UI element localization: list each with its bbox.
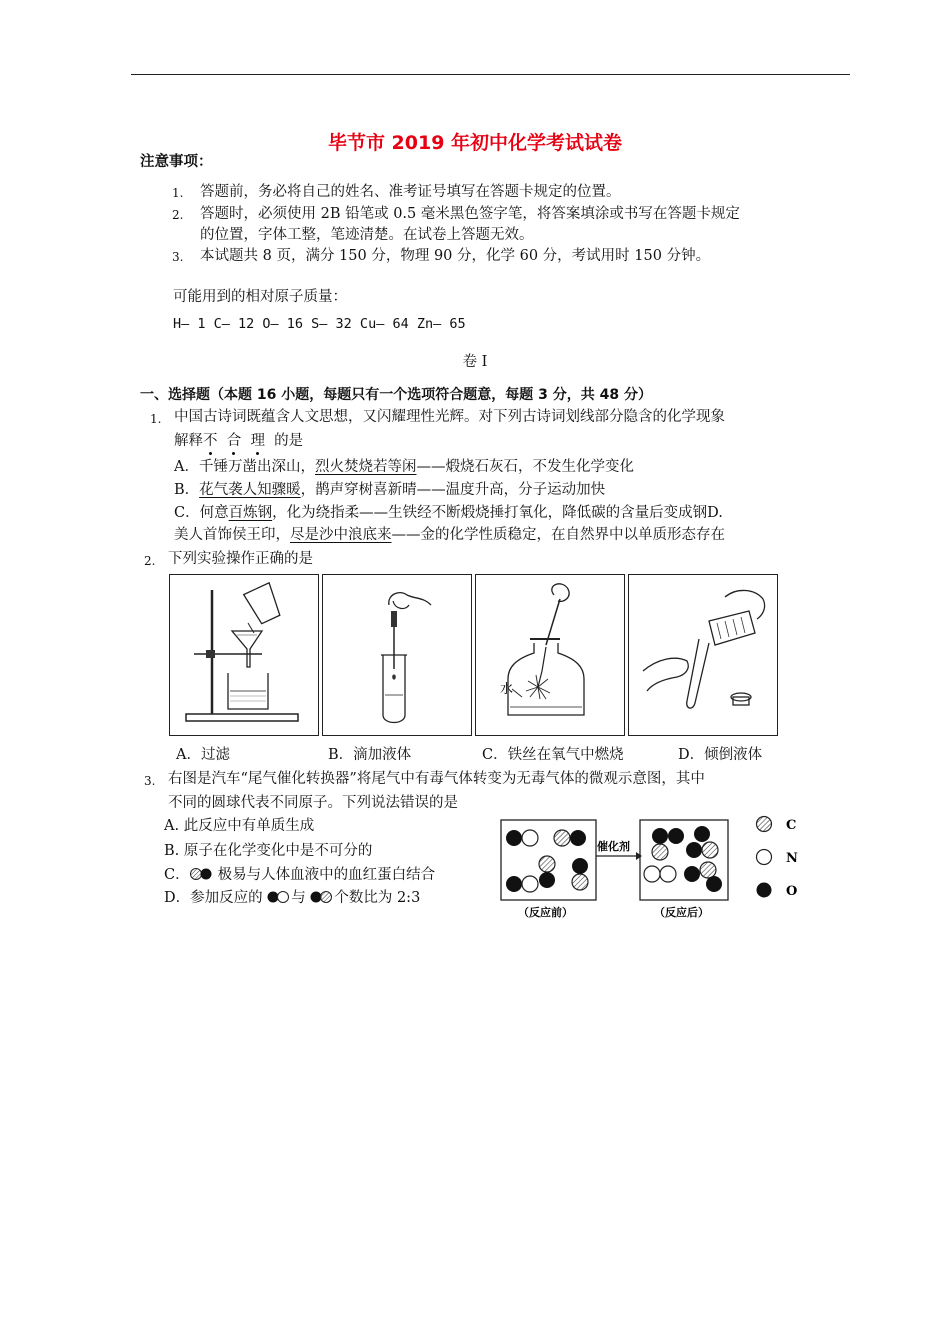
q1-d-pre: 美人首饰侯王印， [174, 527, 290, 543]
notice-item-2: 答题时，必须使用 2B 铅笔或 0.5 毫米黑色签字笔，将答案填涂或书写在答题卡规定 [200, 206, 740, 222]
atomic-mass-values: H— 1 C— 12 O— 16 S— 32 Cu— 64 Zn— 65 [173, 316, 466, 332]
legend-c-icon [757, 817, 772, 832]
q1-number: 1. [150, 412, 162, 426]
q3-option-a: A. 此反应中有单质生成 [164, 818, 315, 834]
q2-option-d: D．倾倒液体 [678, 747, 763, 763]
q3-c-pre: C． [164, 867, 190, 883]
q2-stem: 下列实验操作正确的是 [168, 551, 313, 567]
q1-stem-text: 解释 [174, 433, 203, 449]
after-label: （反应后） [654, 906, 709, 919]
q1-stem-tail: 的是 [274, 433, 304, 449]
q1-a-underline: 烈火焚烧若等闲 [314, 459, 417, 475]
volume-label: 卷 I [462, 354, 488, 370]
q1-d-underline: 尽是沙中浪底来 [290, 527, 392, 543]
q1-b-pre: B． [174, 482, 200, 498]
filtration-illustration [170, 575, 318, 735]
q1-a-pre: A．千锤万凿出深山， [174, 459, 315, 475]
figure-dropper [322, 574, 472, 736]
legend-o-icon [757, 883, 772, 898]
q1-emph-2: 合 [226, 433, 242, 449]
q3-stem-line1: 右图是汽车“尾气催化转换器”将尾气中有毒气体转变为无毒气体的微观示意图，其中 [168, 771, 705, 787]
q1-c-post: ，化为绕指柔——生铁经不断煅烧捶打氧化，降低碳的含量后变成钢D. [272, 505, 723, 521]
dropper-illustration [323, 575, 471, 735]
q2-number: 2. [144, 554, 156, 568]
co-molecule-icon [190, 867, 218, 881]
q3-number: 3. [144, 774, 156, 788]
reaction-diagram [500, 812, 810, 922]
q3-d-post: 个数比为 2:3 [334, 890, 421, 906]
q1-c-underline: 百炼钢 [228, 505, 273, 521]
atomic-mass-label: 可能用到的相对原子质量： [173, 289, 347, 305]
q2-option-b: B．滴加液体 [328, 747, 412, 763]
reaction-micro-illustration [500, 812, 810, 922]
legend-o: O [786, 884, 798, 899]
q1-a-post: ——煅烧石灰石，不发生化学变化 [416, 459, 634, 475]
q1-emph-3: 理 [250, 433, 265, 449]
q1-d-post: ——金的化学性质稳定，在自然界中以单质形态存在 [391, 527, 725, 543]
notice-item-3: 本试题共 8 页，满分 150 分，物理 90 分，化学 60 分，考试用时 150 分钟。 [200, 248, 711, 264]
q1-b-post: ，鹊声穿树喜新晴——温度升高，分子运动加快 [300, 482, 606, 498]
notice-item-1: 答题前，务必将自己的姓名、准考证号填写在答题卡规定的位置。 [200, 184, 621, 200]
iron-burning-illustration [476, 575, 624, 735]
q3-stem-line2: 不同的圆球代表不同原子。下列说法错误的是 [168, 795, 458, 811]
before-label: （反应前） [518, 906, 573, 919]
notice-heading: 注意事项： [140, 154, 213, 170]
notice-num-3: 3. [172, 250, 184, 264]
legend-n-icon [757, 850, 772, 865]
q1-c-pre: C．何意 [174, 505, 229, 521]
header-rule [131, 74, 850, 75]
notice-item-2-cont: 的位置，字体工整，笔迹清楚。在试卷上答题无效。 [200, 227, 534, 243]
q3-option-d [164, 888, 420, 908]
notice-num-2: 2. [172, 208, 184, 222]
pouring-illustration [629, 575, 777, 735]
no-molecule-icon [267, 890, 291, 904]
legend [757, 817, 799, 900]
figure-pouring [628, 574, 778, 736]
q1-stem-line1: 中国古诗词既蕴含人文思想，又闪耀理性光辉。对下列古诗词划线部分隐含的化学现象 [174, 409, 725, 425]
q1-stem-line2 [174, 431, 303, 451]
q1-emph-1: 不 [203, 433, 218, 449]
page-title: 毕节市 2019 年初中化学考试试卷 [327, 132, 623, 154]
q1-option-b [174, 480, 605, 500]
legend-c: C [786, 818, 797, 833]
co-molecule-icon-2 [310, 890, 334, 904]
notice-num-1: 1. [172, 186, 184, 200]
after-molecules [644, 826, 722, 892]
q1-option-d [174, 525, 725, 545]
q2-option-c: C．铁丝在氧气中燃烧 [482, 747, 624, 763]
q1-option-c [174, 503, 723, 523]
figure-filtration [169, 574, 319, 736]
q3-option-b: B. 原子在化学变化中是不可分的 [164, 843, 373, 859]
section-1-heading: 一、选择题（本题 16 小题，每题只有一个选项符合题意，每题 3 分，共 48 分） [140, 387, 652, 403]
figure-iron-burning [475, 574, 625, 736]
q1-option-a [174, 457, 634, 477]
legend-n: N [786, 851, 798, 866]
q3-d-pre: D．参加反应的 [164, 890, 268, 906]
before-molecules [506, 830, 588, 892]
q2-option-a: A．过滤 [176, 747, 230, 763]
q3-option-c [164, 865, 435, 885]
catalyst-label: 催化剂 [597, 840, 630, 853]
q3-c-post: 极易与人体血液中的血红蛋白结合 [217, 867, 436, 883]
water-label: 水 [500, 682, 514, 697]
q1-b-underline: 花气袭人知骤暖 [199, 482, 301, 498]
q3-d-mid: 与 [291, 890, 311, 906]
